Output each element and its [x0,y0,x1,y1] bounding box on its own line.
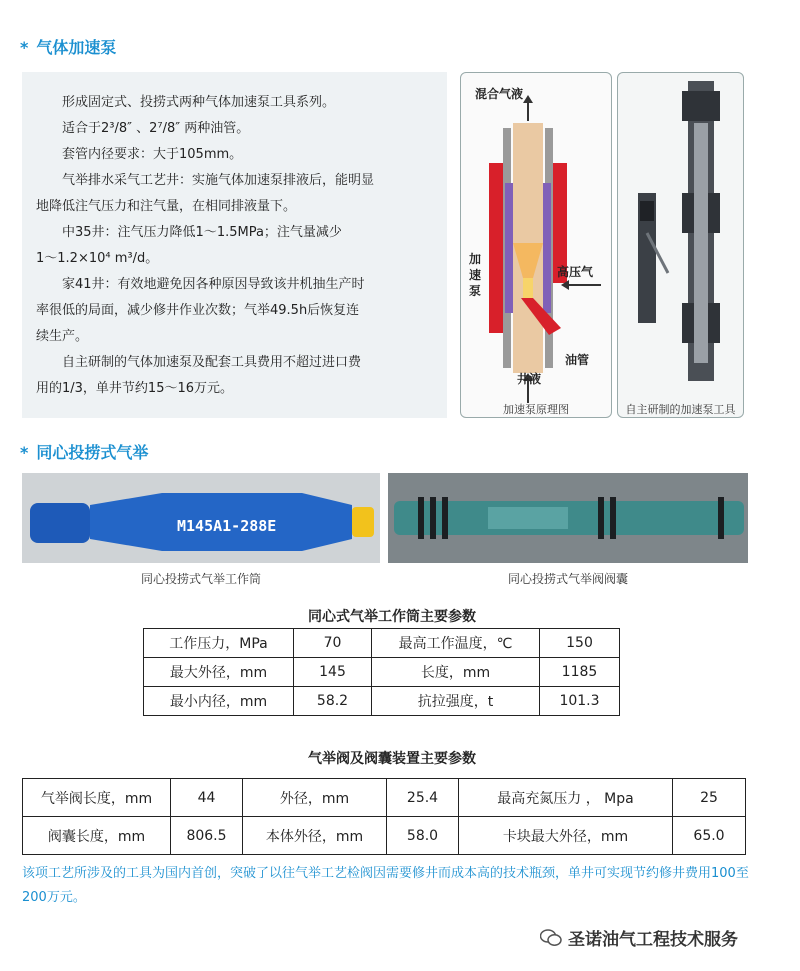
barrel-stamp: M145A1-288E [177,517,277,535]
label-tubing: 油管 [565,353,590,367]
table-cell: 150 [540,629,620,658]
table-cell: 长度，mm [372,658,540,687]
desc-line: 1～1.2×10⁴ m³/d。 [36,251,159,266]
table-cell: 卡块最大外径，mm [459,817,673,855]
desc-line: 地降低注气压力和注气量，在相同排液量下。 [36,199,297,214]
section-title-text: 同心投捞式气举 [36,443,149,462]
table-cell: 抗拉强度，t [372,687,540,716]
label-high-pressure-gas: 高压气 [557,265,594,279]
table-row [144,629,620,658]
table2-title: 气举阀及阀囊装置主要参数 [308,751,476,767]
desc-line: 套管内径要求：大于105mm。 [62,147,243,162]
label-well-fluid: 井液 [517,372,542,386]
label-mixed-fluid: 混合气液 [475,87,524,101]
table-cell: 1185 [540,658,620,687]
table-cell: 44 [171,779,243,817]
description-box [22,72,447,418]
working-barrel-photo [22,473,380,563]
label-pump-char: 速 [469,268,482,282]
desc-line: 用的1/3，单井节约15～16万元。 [36,381,234,396]
table-cell: 最高充氮压力 ， Mpa [459,779,673,817]
table-cell: 最小内径，mm [144,687,294,716]
working-barrel-graphic [22,473,380,563]
bullet-star: * [20,443,29,462]
table-cell: 工作压力，MPa [144,629,294,658]
desc-line: 家41井：有效地避免因各种原因导致该井机抽生产时 [62,277,365,292]
desc-line: 中35井：注气压力降低1～1.5MPa；注气量减少 [62,225,342,240]
desc-line: 续生产。 [36,329,89,344]
diagram-caption: 加速泵原理图 [503,403,569,416]
table-cell: 58.0 [387,817,459,855]
valve-capsule-caption: 同心投捞式气举阀阀囊 [507,572,628,586]
table-cell: 阀囊长度，mm [23,817,171,855]
table-row [144,658,620,687]
working-barrel-caption: 同心投捞式气举工作筒 [140,572,261,586]
brand-watermark [540,925,738,950]
footer-note: 该项工艺所涉及的工具为国内首创，突破了以往气举工艺检阀因需要修井而成本高的技术瓶颈，单井可实现节约修井费用100至200万元。 [22,866,749,905]
wechat-icon [540,929,562,947]
pump-diagram-graphic [461,73,612,418]
table-cell: 806.5 [171,817,243,855]
pump-principle-diagram [460,72,612,418]
table-cell: 气举阀长度，mm [23,779,171,817]
section-title-concentric-gaslift [20,440,148,463]
label-pump-char: 加 [469,252,482,266]
table-row [23,817,746,855]
table-cell: 外径，mm [243,779,387,817]
desc-line: 自主研制的气体加速泵及配套工具费用不超过进口费 [62,355,362,370]
desc-line: 形成固定式、投捞式两种气体加速泵工具系列。 [62,95,336,110]
table-cell: 101.3 [540,687,620,716]
table-cell: 145 [294,658,372,687]
bullet-star: * [20,38,29,57]
desc-line: 率很低的局面，减少修井作业次数；气举49.5h后恢复连 [36,303,360,318]
table-row [144,687,620,716]
section-title-gas-pump [20,35,116,58]
valve-capsule-photo [388,473,748,563]
table-cell: 25.4 [387,779,459,817]
tool-photo-caption: 自主研制的加速泵工具 [625,403,736,416]
table-row [23,779,746,817]
table-cell: 25 [673,779,746,817]
table-cell: 本体外径，mm [243,817,387,855]
valve-params-table [22,778,746,855]
table-cell: 最高工作温度，℃ [372,629,540,658]
table-cell: 65.0 [673,817,746,855]
barrel-params-table [143,628,620,716]
table-cell: 58.2 [294,687,372,716]
table-cell: 最大外径，mm [144,658,294,687]
pump-tool-graphic [618,73,744,418]
label-pump-char: 泵 [469,284,482,298]
label-pump-vertical [469,251,481,299]
table-cell: 70 [294,629,372,658]
desc-line: 适合于2³/8″ 、2⁷/8″ 两种油管。 [62,121,250,136]
valve-capsule-graphic [388,473,748,563]
section-title-text: 气体加速泵 [36,38,117,57]
table1-title: 同心式气举工作筒主要参数 [308,609,476,625]
pump-tool-photo [617,72,744,418]
desc-line: 气举排水采气工艺井：实施气体加速泵排液后，能明显 [62,173,375,188]
brand-name: 圣诺油气工程技术服务 [568,930,738,950]
